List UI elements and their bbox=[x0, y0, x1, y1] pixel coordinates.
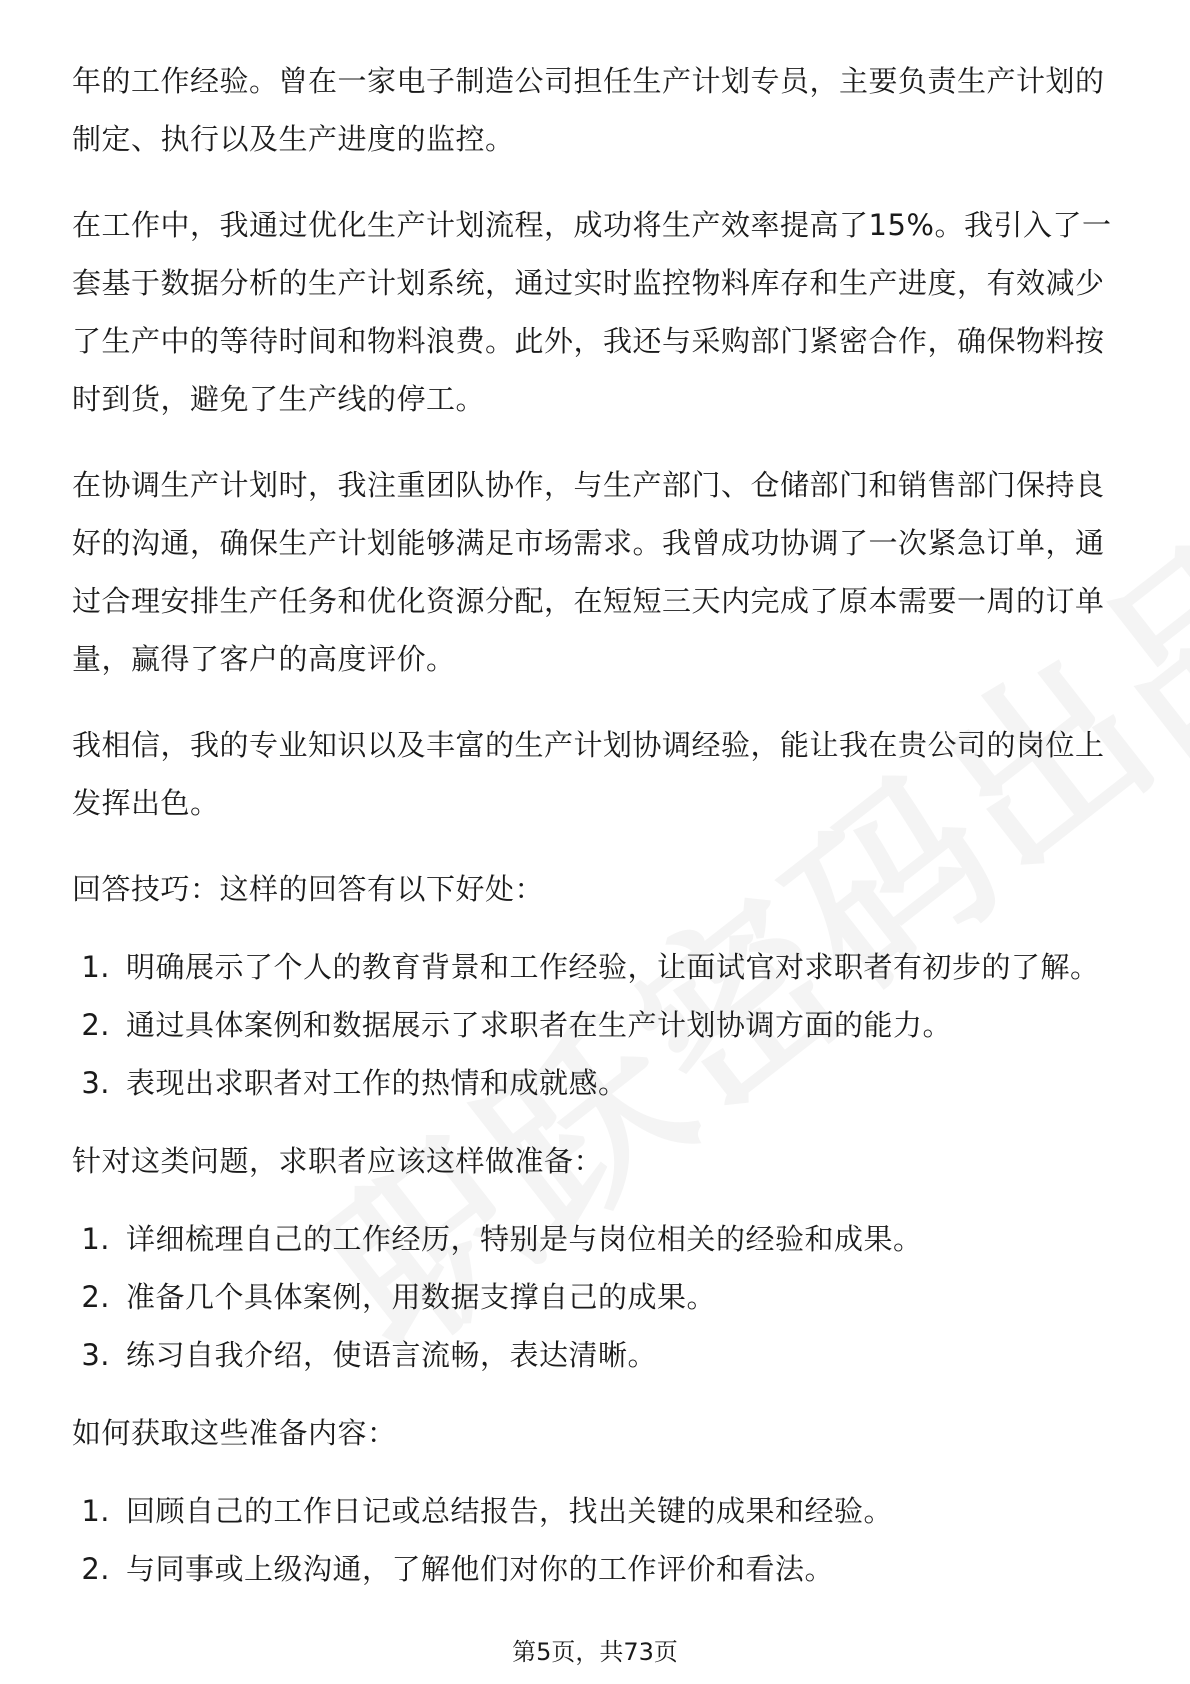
list-item bbox=[72, 1326, 1118, 1384]
list-text: 练习自我介绍，使语言流畅，表达清晰。 bbox=[126, 1338, 658, 1372]
paragraph-1: 年的工作经验。曾在一家电子制造公司担任生产计划专员，主要负责生产计划的制定、执行以及生产进度的监控。 bbox=[72, 64, 1105, 156]
paragraph-3: 在协调生产计划时，我注重团队协作，与生产部门、仓储部门和销售部门保持良好的沟通，确保生产计划能够满足市场需求。我曾成功协调了一次紧急订单，通过合理安排生产任务和优化资源分配，在短短三天内完成了原本需要一周的订单量，赢得了客户的高度评价。 bbox=[72, 468, 1105, 676]
page-number-footer: 第5页，共73页 bbox=[512, 1638, 678, 1666]
list-number: 1. bbox=[81, 1494, 110, 1528]
list-item bbox=[72, 1054, 1118, 1112]
list-text: 表现出求职者对工作的热情和成就感。 bbox=[126, 1066, 628, 1100]
list-number: 3. bbox=[81, 1066, 110, 1100]
list-item bbox=[72, 1540, 1118, 1598]
list-text: 详细梳理自己的工作经历，特别是与岗位相关的经验和成果。 bbox=[126, 1222, 923, 1256]
section-heading-preparation: 针对这类问题，求职者应该这样做准备： bbox=[72, 1144, 604, 1178]
document-body bbox=[72, 52, 1118, 1618]
paragraph-2: 在工作中，我通过优化生产计划流程，成功将生产效率提高了15%。我引入了一套基于数据分析的生产计划系统，通过实时监控物料库存和生产进度，有效减少了生产中的等待时间和物料浪费。此外，我还与采购部门紧密合作，确保物料按时到货，避免了生产线的停工。 bbox=[72, 208, 1112, 416]
list-text: 明确展示了个人的教育背景和工作经验，让面试官对求职者有初步的了解。 bbox=[126, 950, 1100, 984]
preparation-list bbox=[72, 1210, 1118, 1384]
list-number: 2. bbox=[81, 1280, 110, 1314]
list-number: 2. bbox=[81, 1552, 110, 1586]
list-item bbox=[72, 1268, 1118, 1326]
list-item bbox=[72, 1210, 1118, 1268]
list-item bbox=[72, 938, 1118, 996]
answer-tips-list bbox=[72, 938, 1118, 1112]
list-number: 1. bbox=[81, 1222, 110, 1256]
how-to-obtain-list bbox=[72, 1482, 1118, 1598]
list-item bbox=[72, 996, 1118, 1054]
section-heading-answer-tips: 回答技巧：这样的回答有以下好处： bbox=[72, 872, 545, 906]
list-text: 与同事或上级沟通，了解他们对你的工作评价和看法。 bbox=[126, 1552, 835, 1586]
list-text: 回顾自己的工作日记或总结报告，找出关键的成果和经验。 bbox=[126, 1494, 894, 1528]
list-number: 3. bbox=[81, 1338, 110, 1372]
paragraph-4: 我相信，我的专业知识以及丰富的生产计划协调经验，能让我在贵公司的岗位上发挥出色。 bbox=[72, 728, 1105, 820]
list-item bbox=[72, 1482, 1118, 1540]
section-heading-how-to-obtain: 如何获取这些准备内容： bbox=[72, 1416, 397, 1450]
list-number: 1. bbox=[81, 950, 110, 984]
list-number: 2. bbox=[81, 1008, 110, 1042]
list-text: 通过具体案例和数据展示了求职者在生产计划协调方面的能力。 bbox=[126, 1008, 953, 1042]
list-text: 准备几个具体案例，用数据支撑自己的成果。 bbox=[126, 1280, 717, 1314]
